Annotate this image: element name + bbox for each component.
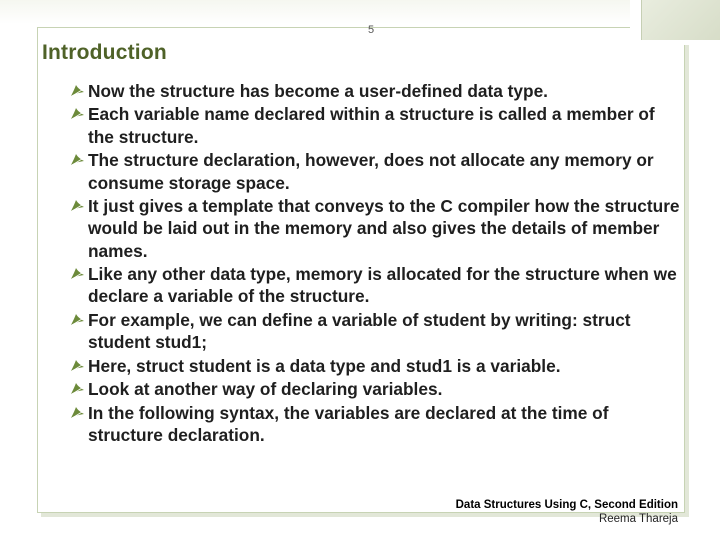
bullet-item bbox=[70, 195, 680, 262]
bullet-item bbox=[70, 355, 680, 377]
bullet-text: Here, struct student is a data type and stud1 is a variable. bbox=[88, 355, 561, 376]
leaf-bullet-icon bbox=[70, 153, 85, 167]
bullet-item bbox=[70, 402, 680, 447]
footer bbox=[456, 498, 678, 526]
bullet-text: The structure declaration, however, does not allocate any memory or consume storage space. bbox=[88, 150, 654, 193]
footer-author: Reema Thareja bbox=[598, 513, 678, 525]
bullet-text: Like any other data type, memory is allocated for the structure when we declare a variable of the structure. bbox=[88, 264, 677, 307]
slide-title: Introduction bbox=[42, 41, 167, 64]
leaf-bullet-icon bbox=[70, 84, 85, 98]
bullet-text: Now the structure has become a user-defined data type. bbox=[88, 81, 548, 101]
corner-decoration bbox=[630, 0, 720, 45]
top-band bbox=[0, 0, 720, 24]
bullet-item bbox=[70, 309, 680, 354]
bullet-text: In the following syntax, the variables are declared at the time of structure declaration. bbox=[88, 402, 609, 445]
leaf-bullet-icon bbox=[70, 267, 85, 281]
bullet-item bbox=[70, 80, 680, 102]
bullet-text: Each variable name declared within a structure is called a member of the structure. bbox=[88, 104, 655, 147]
leaf-bullet-icon bbox=[70, 199, 85, 213]
bullet-text: Look at another way of declaring variables. bbox=[88, 379, 443, 400]
bullet-text: For example, we can define a variable of student by writing: struct student stud1; bbox=[88, 309, 631, 353]
leaf-bullet-icon bbox=[70, 313, 85, 327]
bullet-item bbox=[70, 149, 680, 194]
slide-number: 5 bbox=[368, 24, 375, 36]
bullet-item bbox=[70, 103, 680, 148]
leaf-bullet-icon bbox=[70, 359, 85, 373]
bullet-text: It just gives a template that conveys to the C compiler how the structure would be laid out in the memory and also gives the details of member names. bbox=[88, 196, 680, 261]
bullet-list bbox=[70, 80, 680, 447]
leaf-bullet-icon bbox=[70, 406, 85, 420]
corner-tile bbox=[641, 0, 720, 40]
leaf-bullet-icon bbox=[70, 107, 85, 121]
footer-book-title: Data Structures Using C, Second Edition bbox=[455, 499, 678, 511]
bullet-item bbox=[70, 378, 680, 400]
bullet-item bbox=[70, 263, 680, 308]
leaf-bullet-icon bbox=[70, 382, 85, 396]
